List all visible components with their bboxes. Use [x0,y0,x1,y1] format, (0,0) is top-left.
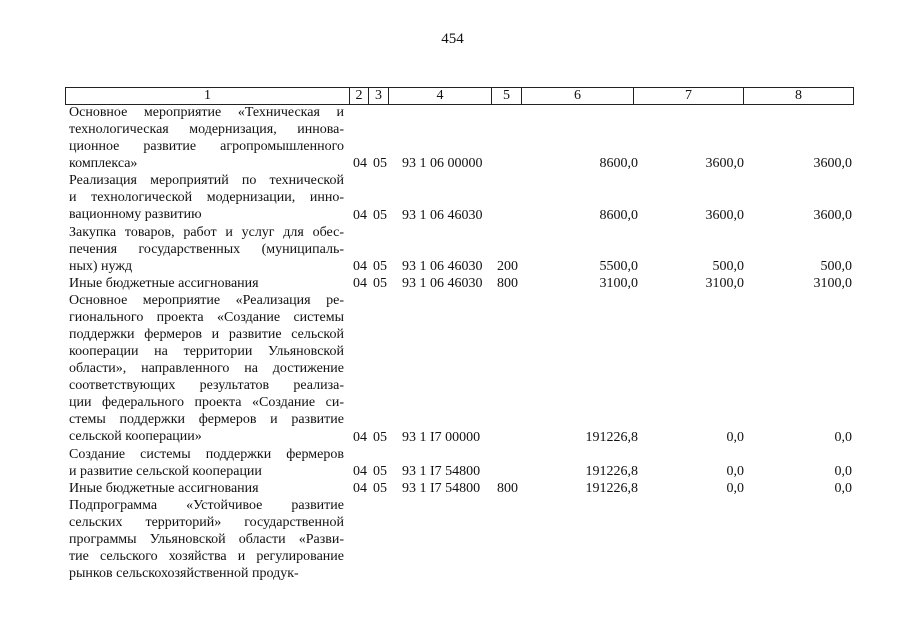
description-line: ционное развитие агропромышленного [69,139,344,154]
row-description [69,292,344,445]
header-col-8: 8 [744,88,854,105]
amount-col-6: 8600,0 [599,207,638,223]
header-col-3: 3 [369,88,389,105]
amount-col-8: 0,0 [834,429,852,445]
amount-col-7: 0,0 [726,429,744,445]
description-line: программы Ульяновской области «Разви- [69,532,344,548]
table-row [0,497,905,583]
target-article-code: 93 1 06 00000 [402,156,483,172]
target-article-code: 93 1 06 46030 [402,207,483,223]
description-line: Создание системы поддержки фермеров [69,447,344,462]
amount-col-7: 3600,0 [705,207,744,223]
description-line: гионального проекта «Создание системы [69,310,344,326]
amount-col-8: 3600,0 [813,207,852,223]
description-line: технологическая модернизация, иннова- [69,122,344,137]
description-line: комплекса» [69,156,138,171]
target-article-code: 93 1 I7 00000 [402,429,481,445]
section-code: 04 [353,207,367,223]
amount-col-6: 191226,8 [585,429,638,445]
description-line: поддержки фермеров и развитие сельской [69,327,344,343]
row-description [69,224,344,275]
target-article-code: 93 1 06 46030 [402,258,483,274]
expense-type-code: 800 [497,481,518,497]
row-description [69,497,344,582]
description-line: и развитие сельской кооперации [69,464,262,479]
amount-col-6: 5500,0 [599,258,638,274]
row-description [69,275,344,292]
subsection-code: 05 [373,429,387,445]
subsection-code: 05 [373,258,387,274]
description-line: Иные бюджетные ассигнования [69,481,259,497]
description-line: Закупка товаров, работ и услуг для обес- [69,224,344,240]
description-line: печения государственных (муниципаль- [69,241,344,257]
description-line: Реализация мероприятий по технической [69,173,344,189]
amount-col-7: 3600,0 [705,156,744,172]
description-line: соответствующих результатов реализа- [69,378,344,394]
section-code: 04 [353,258,367,274]
target-article-code: 93 1 I7 54800 [402,481,481,497]
amount-col-7: 3100,0 [705,276,744,291]
table-row [0,104,905,172]
amount-col-8: 0,0 [834,481,852,497]
description-line: Подпрограмма «Устойчивое развитие [69,498,344,514]
amount-col-8: 0,0 [834,464,852,480]
amount-col-6: 191226,8 [585,464,638,480]
description-line: вационному развитию [69,207,202,223]
section-code: 04 [353,276,367,291]
section-code: 04 [353,481,367,497]
description-line: Основное мероприятие «Реализация ре- [69,293,344,309]
table-row [0,446,905,480]
page-number: 454 [441,31,464,47]
subsection-code: 05 [373,464,387,480]
amount-col-8: 500,0 [820,258,852,274]
description-line: Иные бюджетные ассигнования [69,276,259,291]
description-line: Основное мероприятие «Техническая и [69,105,344,120]
subsection-code: 05 [373,481,387,497]
description-line: сельских территорий» государственной [69,515,344,531]
header-col-2: 2 [350,88,369,105]
table-row [0,292,905,446]
expense-type-code: 800 [497,276,518,291]
amount-col-8: 3100,0 [813,276,852,291]
amount-col-8: 3600,0 [813,156,852,172]
subsection-code: 05 [373,276,387,291]
description-line: стемы поддержки фермеров и развитие [69,412,344,428]
target-article-code: 93 1 I7 54800 [402,464,481,480]
description-line: тие сельского хозяйства и регулирование [69,549,344,565]
target-article-code: 93 1 06 46030 [402,276,483,291]
header-col-7: 7 [634,88,744,105]
description-line: кооперации на территории Ульяновской [69,344,344,360]
description-line: ции федерального проекта «Создание си- [69,395,344,411]
section-code: 04 [353,156,367,172]
description-line: рынков сельскохозяйственной продук- [69,566,299,582]
amount-col-7: 500,0 [712,258,744,274]
table-row [0,224,905,275]
row-description [69,104,344,172]
amount-col-7: 0,0 [726,481,744,497]
row-description [69,480,344,497]
header-col-6: 6 [522,88,634,105]
header-col-4: 4 [389,88,492,105]
row-description [69,172,344,223]
subsection-code: 05 [373,156,387,172]
section-code: 04 [353,464,367,480]
header-col-5: 5 [492,88,522,105]
description-line: области», направленного на достижение [69,361,344,377]
row-description [69,446,344,480]
amount-col-6: 191226,8 [585,481,638,497]
amount-col-7: 0,0 [726,464,744,480]
expense-type-code: 200 [497,258,518,274]
description-line: сельской кооперации» [69,429,202,445]
amount-col-6: 3100,0 [599,276,638,291]
subsection-code: 05 [373,207,387,223]
amount-col-6: 8600,0 [599,156,638,172]
table-row [0,172,905,223]
table-row [0,480,905,497]
table-row [0,275,905,292]
section-code: 04 [353,429,367,445]
description-line: и технологической модернизации, инно- [69,190,344,206]
description-line: ных) нужд [69,258,133,274]
header-col-1: 1 [66,88,350,105]
